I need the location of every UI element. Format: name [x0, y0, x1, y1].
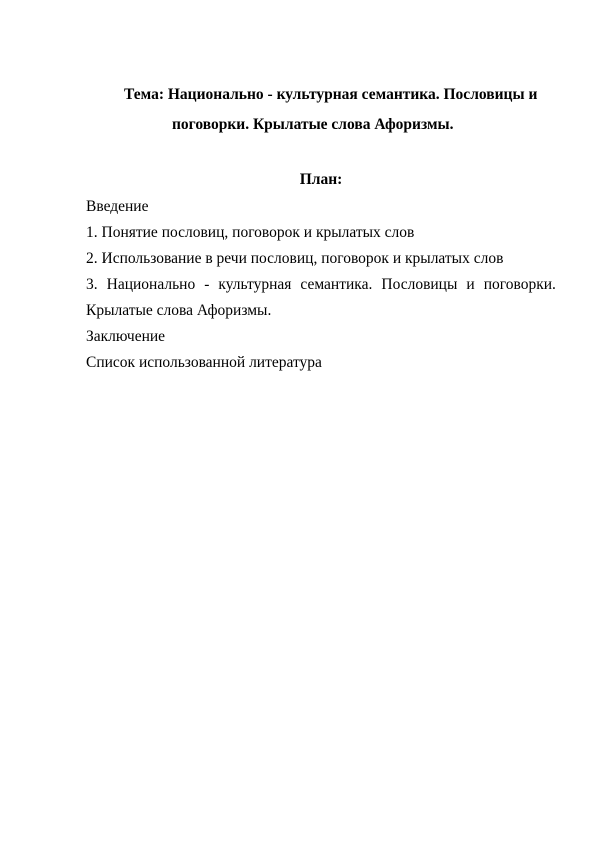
plan-item-2: 2. Использование в речи пословиц, поговорок и крылатых слов — [86, 250, 504, 267]
plan-item-3-word: поговорки. — [483, 276, 556, 293]
plan-item-3-continuation: Крылатые слова Афоризмы. — [86, 302, 272, 319]
plan-item-3-word: - — [204, 276, 210, 293]
plan-list — [86, 194, 556, 376]
plan-item-conclusion: Заключение — [86, 328, 166, 345]
plan-item-3-word: культурная — [218, 276, 292, 293]
plan-item-3-word: семантика. — [300, 276, 373, 293]
title-line-1: Тема: Национально - культурная семантика. Пословицы и — [124, 86, 538, 103]
title-line-2: поговорки. Крылатые слова Афоризмы. — [172, 116, 454, 133]
plan-item-introduction: Введение — [86, 198, 149, 215]
plan-item-3 — [86, 272, 556, 298]
plan-item-1: 1. Понятие пословиц, поговорок и крылатых слов — [86, 224, 415, 241]
document-title — [86, 84, 556, 136]
plan-item-3-word: 3. — [86, 276, 98, 293]
plan-item-3-word: и — [466, 276, 475, 293]
plan-item-references: Список использованной литература — [86, 354, 322, 371]
plan-item-3-word: Национально — [106, 276, 196, 293]
plan-item-3-word: Пословицы — [381, 276, 458, 293]
plan-heading: План: — [299, 171, 343, 188]
